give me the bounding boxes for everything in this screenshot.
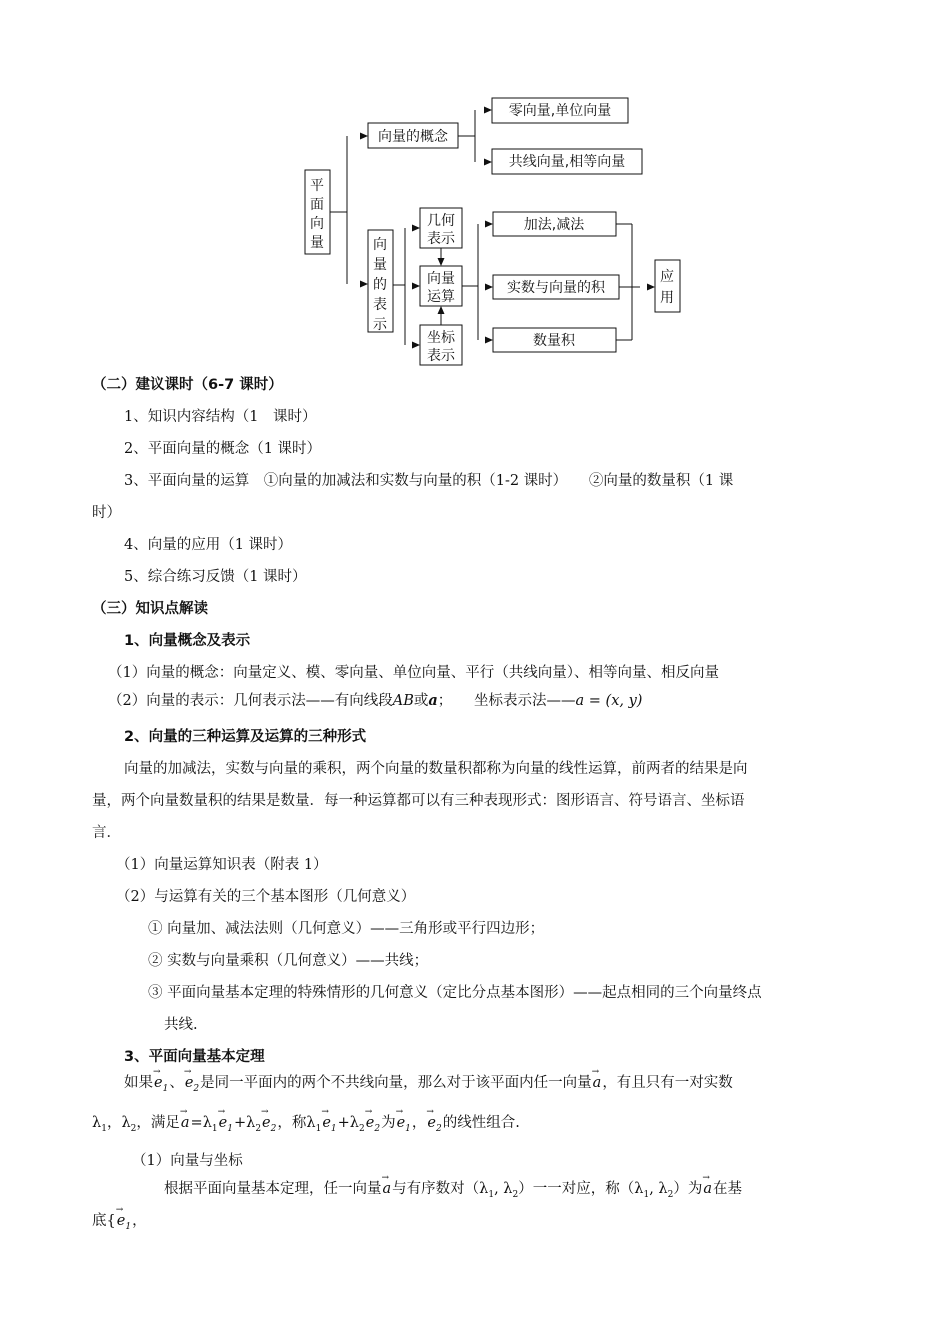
heading-1: 1、向量概念及表示 [124, 633, 251, 649]
dot-label: 数量积 [533, 333, 575, 349]
lesson-2: 2、平面向量的概念（1 课时） [124, 441, 322, 457]
figure-item-3-cont: 共线. [164, 1017, 198, 1033]
lambda-2: λ [121, 1115, 131, 1131]
rep-char-4: 表 [373, 297, 387, 313]
vector-e2-c: → $e_2$ [365, 1113, 381, 1139]
root-char-4: 量 [310, 235, 324, 251]
theorem-line-1 [124, 1073, 733, 1099]
theorem-text-7: 的线性组合. [442, 1115, 520, 1131]
theorem-text-5: ，称 [277, 1115, 307, 1131]
app-char-1: 应 [660, 269, 674, 285]
vc-text-5: 在基 [713, 1181, 742, 1197]
ops-table-line: （1）向量运算知识表（附表 1） [116, 857, 328, 873]
comma: ， [106, 1115, 122, 1131]
knowledge-structure-diagram [0, 0, 950, 370]
op-line-2: 运算 [427, 289, 455, 305]
vector-e1-d: → $e_1$ [396, 1113, 412, 1139]
vector-e1-c: → $e_1$ [321, 1113, 337, 1139]
theorem-text-2: 是同一平面内的两个不共线向量，那么对于该平面内任一向量 [200, 1075, 592, 1091]
basic-figures-line: （2）与运算有关的三个基本图形（几何意义） [116, 889, 416, 905]
vector-a: a [428, 692, 438, 709]
rep-char-3: 的 [373, 277, 387, 293]
geo-line-1: 几何 [427, 213, 455, 229]
figure-item-3: ③ 平面向量基本定理的特殊情形的几何意义（定比分点基本图形）——起点相同的三个向量终点 [148, 985, 762, 1001]
lambda-1: λ [92, 1115, 102, 1131]
para-line-2: 量，两个向量数量积的结果是数量．每一种运算都可以有三种表现形式：图形语言、符号语言、坐标语 [92, 793, 745, 809]
theorem-line-2: $\lambda_1$，$\lambda_2$，满足→ $a=\lambda_1\to e_1+\lambda_2\to e_2$，称$\lambda_1\to e_1+\lambda_2\to e_2$为→ $e_1$，→ $e_2$的线性组合. [92, 1113, 520, 1139]
vector-a-2: → a [180, 1113, 191, 1133]
base-line: 底{→ $e_1$， [92, 1211, 147, 1237]
lesson-3: 3、平面向量的运算 ①向量的加减法和实数与向量的积（1-2 课时） ②向量的数量积（1 课 [124, 473, 734, 489]
representation-line [108, 691, 642, 711]
theorem-text-6: 为 [381, 1115, 396, 1131]
vector-e1-b: → $e_1$ [218, 1113, 234, 1139]
zero-unit-label: 零向量,单位向量 [508, 103, 612, 119]
vector-coordinate-line: 根据平面向量基本定理，任一向量→ a与有序数对（$\lambda_1$, $\lambda_2$）一一对应，称（$\lambda_1$, $\lambda_2$）为→ a在基 [164, 1179, 742, 1205]
root-char-1: 平 [310, 178, 324, 194]
para-line-3: 言． [92, 825, 121, 841]
vector-ab: AB [392, 693, 414, 709]
figure-item-2: ② 实数与向量乘积（几何意义）——共线； [148, 953, 429, 969]
equals: = [190, 1115, 203, 1131]
rep-char-5: 示 [373, 317, 387, 333]
coord-line-1: 坐标 [427, 330, 455, 346]
para-line-1: 向量的加减法，实数与向量的乘积，两个向量的数量积都称为向量的线性运算，前两者的结果是向 [124, 761, 748, 777]
section-3-heading: （三）知识点解读 [92, 601, 208, 617]
vector-e2-b: → $e_2$ [261, 1113, 277, 1139]
root-char-2: 面 [310, 197, 324, 213]
theorem-text-1: 如果 [124, 1075, 153, 1091]
lesson-3-cont: 时） [92, 505, 121, 521]
lesson-5: 5、综合练习反馈（1 课时） [124, 569, 307, 585]
vc-text-2: 与有序数对（λ [392, 1181, 489, 1197]
coord-line-2: 表示 [427, 348, 455, 364]
scalar-label: 实数与向量的积 [507, 280, 605, 296]
rep-char-1: 向 [373, 237, 387, 253]
vc-text-3: 一一对应，称（λ [532, 1181, 644, 1197]
root-char-3: 向 [310, 216, 324, 232]
concept-line: （1）向量的概念：向量定义、模、零向量、单位向量、平行（共线向量）、相等向量、相反向量 [108, 665, 719, 681]
lesson-1: 1、知识内容结构（1 课时） [124, 409, 317, 425]
collinear-equal-label: 共线向量,相等向量 [508, 154, 626, 170]
rep-text-1: （2）向量的表示：几何表示法——有向线段 [108, 693, 393, 709]
rep-text-2: ； 坐标表示法—— [437, 693, 576, 709]
vector-a-4: → a [702, 1179, 713, 1199]
geo-line-2: 表示 [427, 231, 455, 247]
rep-or: 或 [413, 693, 429, 709]
vector-a-3: → a [382, 1179, 393, 1199]
vector-e1-e: → $e_1$ [116, 1211, 132, 1237]
separator: 、 [169, 1075, 184, 1091]
op-line-1: 向量 [427, 271, 455, 287]
lesson-4: 4、向量的应用（1 课时） [124, 537, 293, 553]
vector-e2-d: → $e_2$ [426, 1113, 442, 1139]
coord-formula: a = (x, y) [575, 693, 643, 709]
rep-char-2: 量 [373, 257, 387, 273]
add-sub-label: 加法,减法 [523, 217, 585, 233]
theorem-text-3: ，有且只有一对实数 [602, 1075, 733, 1091]
vc-text-1: 根据平面向量基本定理，任一向量 [164, 1181, 382, 1197]
base-text: 底{ [92, 1213, 116, 1229]
section-2-heading: （二）建议课时（6-7 课时） [92, 377, 283, 393]
vector-a-1: → a [592, 1073, 603, 1093]
theorem-text-4: ，满足 [136, 1115, 180, 1131]
heading-3: 3、平面向量基本定理 [124, 1049, 265, 1065]
vector-e2: → $e_2$ [184, 1073, 200, 1099]
figure-item-1: ① 向量加、减法法则（几何意义）——三角形或平行四边形； [148, 921, 545, 937]
concept-label: 向量的概念 [378, 129, 448, 145]
app-char-2: 用 [660, 290, 674, 306]
vector-e1: → $e_1$ [153, 1073, 169, 1099]
heading-2: 2、向量的三种运算及运算的三种形式 [124, 729, 367, 745]
vector-coordinate-heading: （1）向量与坐标 [132, 1153, 243, 1169]
